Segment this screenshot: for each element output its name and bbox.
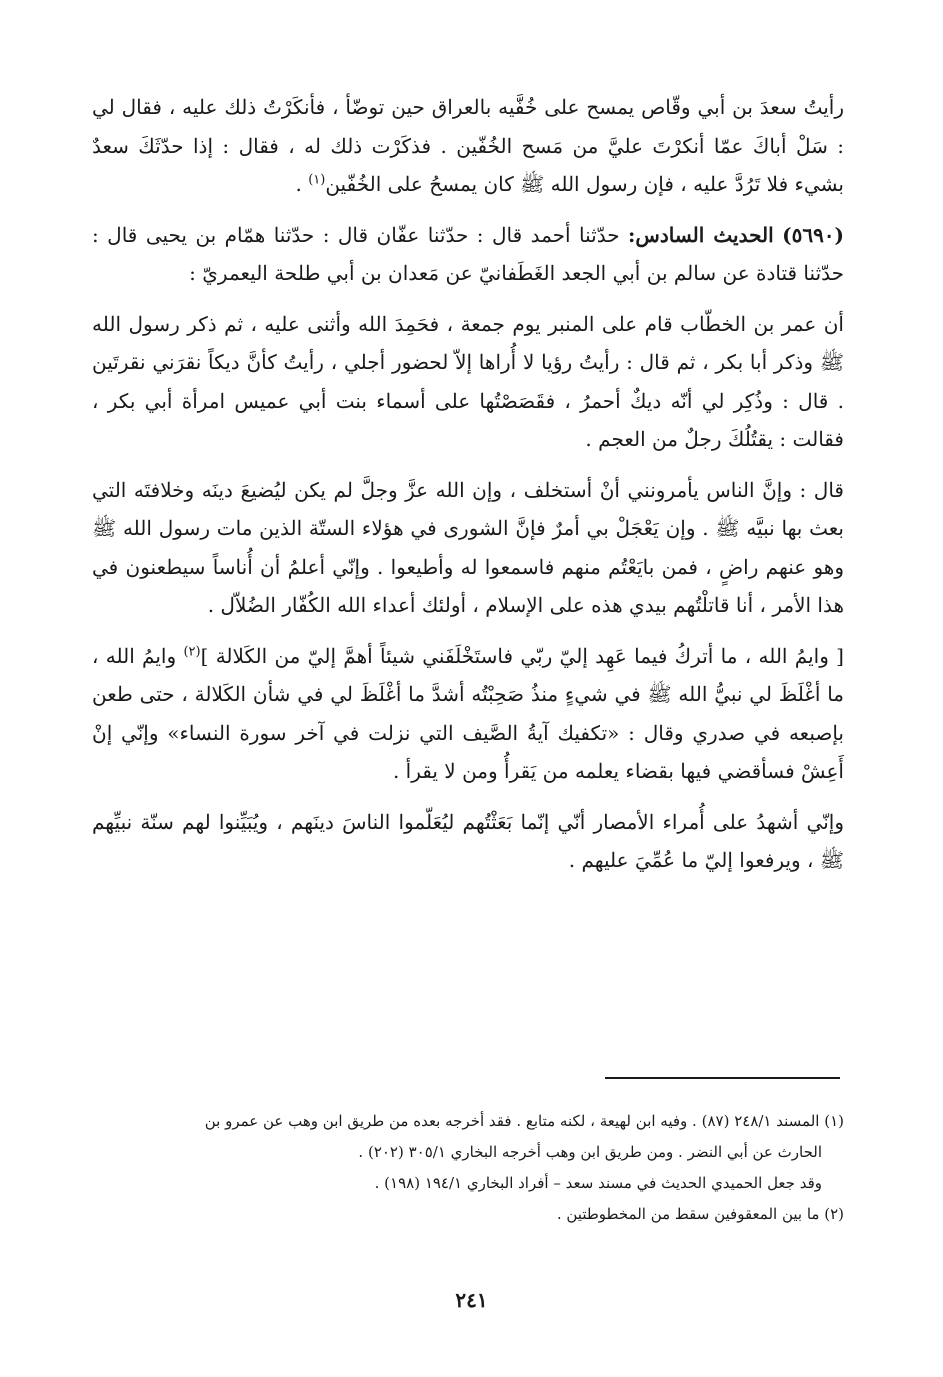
footnote-1: (١) المسند ٢٤٨/١ (٨٧) . وفيه ابن لهيعة ، لكنه متابع . فقد أخرجه بعده من طريق ابن وهب عن عمرو بن xyxy=(204,1112,844,1130)
paragraph-umar-dream: أن عمر بن الخطّاب قام على المنبر يوم جمعة ، فحَمِدَ الله وأثنى عليه ، ثم ذكر رسول الله ﷺ وذكر أبا بكر ، ثم قال : رأيتُ رؤيا لا أُراها إلاّ لحضور أجلي ، رأيتُ كأنَّ ديكاً نقرَني نقرتَين . قال : وذُكِر لي أنّه ديكٌ أحمرُ ، فقَصَصْتُها على أسماء بنت أبي عميس امرأة أبي بكر ، فقالت : يقتُلُكَ رجلٌ من العجم . xyxy=(92,311,844,451)
hadith-title: الحديث السادس: xyxy=(628,222,774,247)
page-number: ٢٤١ xyxy=(455,1288,488,1312)
footnote-1-note: وقد جعل الحميدي الحديث في مسند سعد – أفراد البخاري ١٩٤/١ (١٩٨) . xyxy=(374,1174,822,1192)
paragraph-saad-end: . xyxy=(295,172,309,196)
footnote-separator xyxy=(605,1077,840,1079)
footnote-1-continuation: الحارث عن أبي النضر . ومن طريق ابن وهب أخرجه البخاري ٣٠٥/١ (٢٠٢) . xyxy=(358,1143,822,1161)
hadith-isnad: حدّثنا أحمد قال : حدّثنا عفّان قال : حدّثنا همّام بن يحيى قال : حدّثنا قتادة عن سالم بن أبي الجعد الغَطَفانيّ عن مَعدان بن أبي طلحة اليعمريّ : xyxy=(92,222,844,285)
paragraph-saad-text: رأيتُ سعدَ بن أبي وقّاص يمسح على خُفَّيه بالعراق حين توضّأ ، فأنكَرْتُ ذلك عليه ، فقال لي : سَلْ أباكَ عمّا أنكرْتَ عليَّ من مَسح الخُفّين . فذكَرْت ذلك له ، فقال : إذا حدّثَكَ سعدٌ بشيء فلا تَرُدَّ عليه ، فإن رسول الله ﷺ كان يمسحُ على الخُفّين xyxy=(92,95,844,196)
paragraph-saad xyxy=(92,88,844,204)
footnote-2: (٢) ما بين المعقوفين سقط من المخطوطتين . xyxy=(556,1205,844,1223)
footnote-marker-2: (٢) xyxy=(183,643,201,659)
paragraph-governors: وإنّي أشهدُ على أُمراء الأمصار أنّي إنّما بَعَثْتُهم ليُعَلّموا الناسَ دينَهم ، ويُبَيِّنوا لهم سنّة نبيِّهم ﷺ ، ويرفعوا إليّ ما عُمِّيَ عليهم . xyxy=(92,809,844,872)
hadith-heading xyxy=(92,216,844,293)
paragraph-kalala-rest: وايمُ الله ، ما أغْلَظَ لي نبيُّ الله ﷺ في شيءٍ منذُ صَحِبْتُه أشدَّ ما أغْلَظَ لي في شأن الكَلالة ، حتى طعن بإصبعه في صدري وقال : «تكفيك آيةُ الصَّيف التي نزلت في آخر سورة النساء» وإنّي إنْ أَعِشْ فسأقضي فيها بقضاء يعلمه من يَقرأُ ومن لا يقرأ . xyxy=(92,643,844,783)
main-text xyxy=(92,88,844,892)
paragraph-shura: قال : وإنَّ الناس يأمرونني أنْ أستخلف ، وإن الله عزَّ وجلَّ لم يكن ليُضيعَ دينَه وخلافتَه التي بعث بها نبيَّه ﷺ . وإن يَعْجَلْ بي أمرٌ فإنَّ الشورى في هؤلاء الستّة الذين مات رسول الله ﷺ وهو عنهم راضٍ ، فمن بايَعْتُم منهم فاسمعوا له وأطيعوا . وإنّي أعلمُ أن أُناساً سيطعنون في هذا الأمر ، أنا قاتلْتُهم بيدي هذه على الإسلام ، أولئك أعداء الله الكُفّار الضُلاّل . xyxy=(92,477,844,617)
footnotes xyxy=(92,1106,844,1230)
footnote-marker-1: (١) xyxy=(308,172,326,188)
hadith-number: (٥٦٩٠) xyxy=(782,222,845,247)
paragraph-kalala xyxy=(92,637,844,791)
paragraph-kalala-bracket: [ وايمُ الله ، ما أتركُ فيما عَهِد إليّ ربّي فاستَخْلَفَني شيئاً أهمَّ إليّ من الكَلالة ] xyxy=(200,643,844,668)
